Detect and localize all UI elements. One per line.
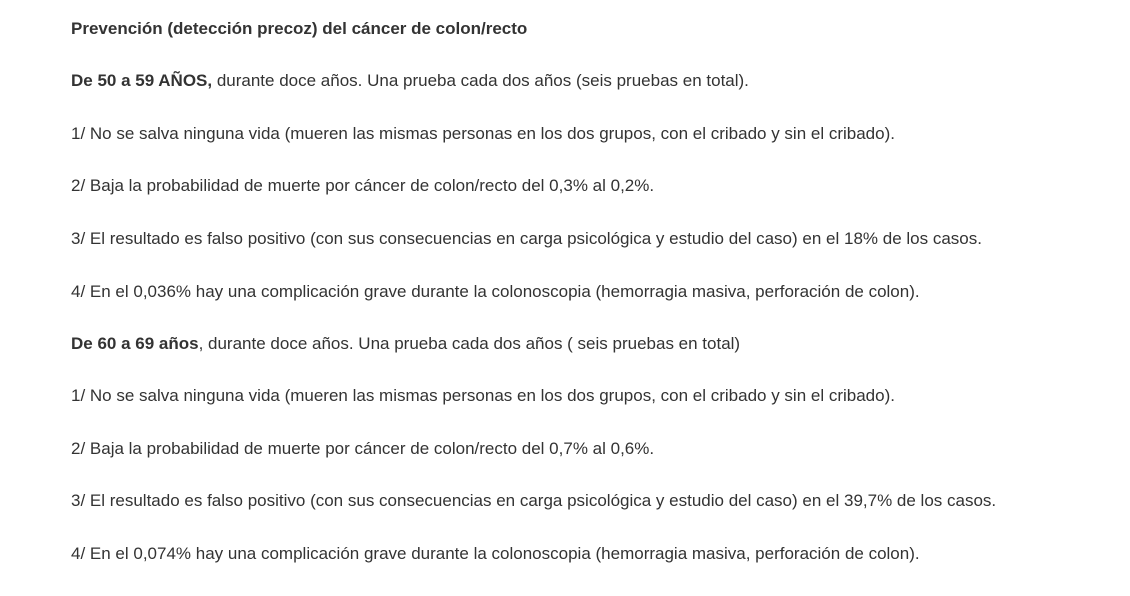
section-heading-bold: De 60 a 69 años	[71, 334, 199, 353]
article-title: Prevención (detección precoz) del cáncer de colon/recto	[71, 19, 528, 38]
list-item: 3/ El resultado es falso positivo (con sus consecuencias en carga psicológica y estudio del caso) en el 18% de los casos.	[71, 229, 982, 248]
list-item: 2/ Baja la probabilidad de muerte por cáncer de colon/recto del 0,7% al 0,6%.	[71, 439, 655, 458]
section-heading-50-59	[71, 70, 749, 92]
section-heading-60-69	[71, 333, 740, 355]
list-item: 3/ El resultado es falso positivo (con sus consecuencias en carga psicológica y estudio del caso) en el 39,7% de los casos.	[71, 491, 997, 510]
list-item: 1/ No se salva ninguna vida (mueren las mismas personas en los dos grupos, con el cribado y sin el cribado).	[71, 386, 895, 405]
list-item: 4/ En el 0,036% hay una complicación grave durante la colonoscopia (hemorragia masiva, perforación de colon).	[71, 282, 920, 301]
list-item: 2/ Baja la probabilidad de muerte por cáncer de colon/recto del 0,3% al 0,2%.	[71, 176, 655, 195]
section-heading-bold: De 50 a 59 AÑOS,	[71, 71, 213, 90]
section-heading-text: durante doce años. Una prueba cada dos años (seis pruebas en total).	[212, 71, 749, 90]
list-item: 1/ No se salva ninguna vida (mueren las mismas personas en los dos grupos, con el cribado y sin el cribado).	[71, 124, 895, 143]
section-heading-text: , durante doce años. Una prueba cada dos años ( seis pruebas en total)	[198, 334, 741, 353]
list-item: 4/ En el 0,074% hay una complicación grave durante la colonoscopia (hemorragia masiva, perforación de colon).	[71, 544, 920, 563]
